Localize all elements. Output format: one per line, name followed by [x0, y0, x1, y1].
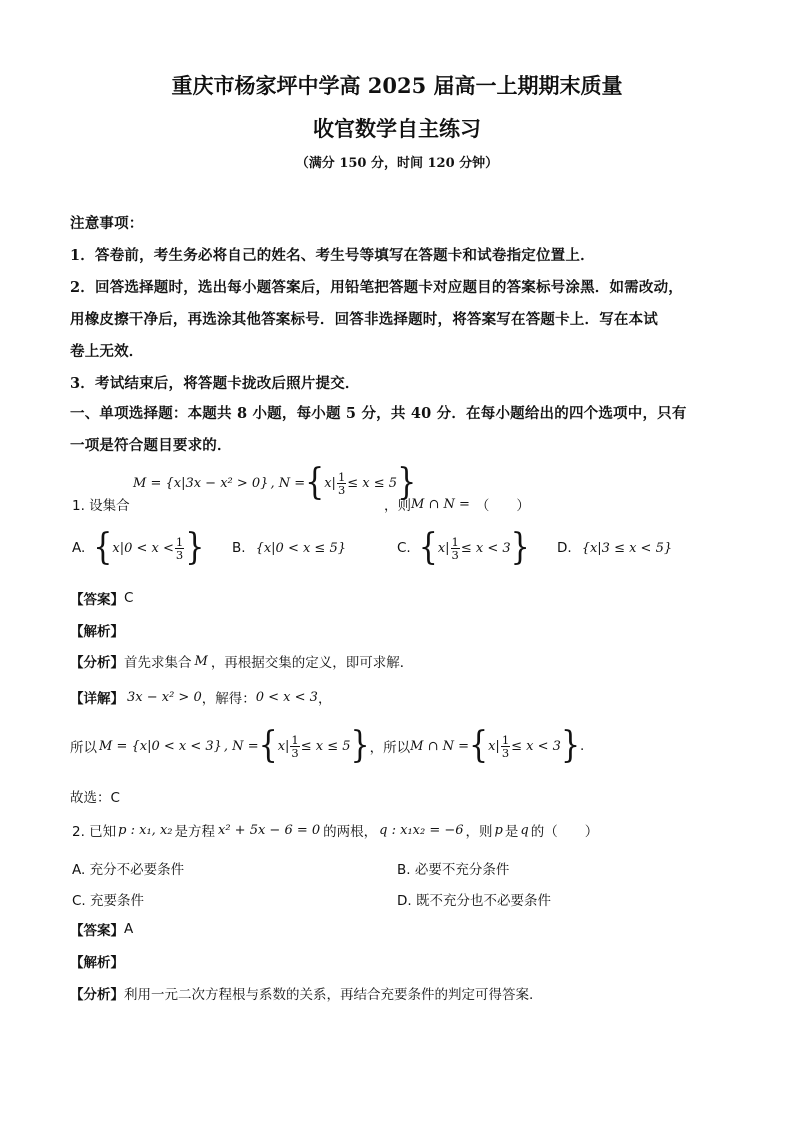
q1-answer: [70, 588, 133, 608]
q2-text: 2. 已知: [72, 824, 117, 840]
answer-value: A: [124, 921, 134, 937]
exam-title-line2: 收官数学自主练习: [313, 116, 481, 141]
so-text: ，所以: [369, 740, 411, 756]
q1-set-n-var: x|: [324, 475, 336, 491]
left-brace-icon: {: [93, 526, 113, 569]
q1-option-d: [557, 540, 672, 556]
right-brace-icon: }: [510, 526, 530, 569]
left-brace-icon: {: [258, 724, 278, 767]
fenxi-text: ，再根据交集的定义，即可求解．: [210, 655, 414, 671]
so-set-m: M = {x|0 < x < 3}: [99, 738, 222, 754]
exam-subtitle: （满分 150 分，时间 120 分钟）: [295, 156, 499, 171]
q2-equation: x² + 5x − 6 = 0: [218, 822, 321, 838]
exam-title-line1: 重庆市杨家坪中学高 2025 届高一上期期末质量: [171, 73, 623, 98]
so-intersection: M ∩ N =: [410, 738, 469, 754]
so-fraction: [501, 734, 510, 759]
frac-den: 3: [501, 745, 510, 760]
so-fraction: [290, 734, 299, 759]
q2-text: 的（ ）: [530, 824, 599, 840]
fenxi-tag: 【分析】: [70, 987, 124, 1003]
q1-option-c-var: x|: [437, 540, 450, 556]
left-brace-icon: {: [418, 526, 438, 569]
fenxi-set-m: M: [194, 653, 208, 669]
q1-so-line: [70, 724, 585, 767]
option-label: B.: [232, 540, 246, 556]
option-label: C.: [397, 540, 411, 556]
q2-p: p: [494, 822, 503, 838]
fenxi-tag: 【分析】: [70, 655, 124, 671]
answer-value: C: [124, 590, 134, 606]
frac-den: 3: [337, 482, 346, 497]
q2-q: q: [520, 822, 529, 838]
right-brace-icon: }: [397, 461, 417, 504]
q2-option-a: A. 充分不必要条件: [72, 862, 185, 878]
q2-p-expr: p : x₁, x₂: [118, 822, 173, 838]
q1-ask-expr: M ∩ N =: [411, 496, 470, 512]
q2-text: 是: [504, 824, 519, 840]
detail-tag: 【详解】: [70, 691, 124, 707]
q1-analysis-tag: 【解析】: [70, 624, 124, 640]
q1-fraction: [337, 471, 346, 496]
notice-item-2-line1: 2．回答选择题时，选出每小题答案后，用铅笔把答题卡对应题目的答案标号涂黑．如需改动，: [70, 279, 683, 296]
q1-detail: [70, 687, 331, 707]
so-text: .: [580, 738, 585, 754]
q2-stem: [72, 820, 598, 840]
option-label: D.: [557, 540, 572, 556]
so-rest: ≤ x ≤ 5: [300, 738, 351, 754]
q2-text: 的两根，: [323, 824, 378, 840]
q1-number: 1. 设集合: [72, 498, 130, 514]
notice-heading: 注意事项：: [70, 215, 144, 232]
right-brace-icon: }: [350, 724, 370, 767]
q1-option-d-text: {x|3 ≤ x < 5}: [581, 540, 673, 556]
q2-option-b: B. 必要不充分条件: [397, 862, 510, 878]
q1-set-m: M = {x|3x − x² > 0}: [133, 475, 269, 491]
q2-analysis-tag: 【解析】: [70, 955, 124, 971]
frac-num: 1: [501, 732, 510, 747]
frac-num: 1: [337, 469, 346, 484]
frac-num: 1: [291, 732, 299, 747]
q1-sets: [133, 461, 417, 504]
detail-result: 0 < x < 3: [255, 689, 318, 705]
notice-item-2-line2: 用橡皮擦干净后，再选涂其他答案标号．回答非选择题时，将答案写在答题卡上．写在本试: [70, 311, 658, 328]
option-label: A.: [72, 540, 86, 556]
answer-tag: 【答案】: [70, 592, 124, 608]
q1-option-c-fraction: [451, 536, 460, 561]
q1-choose: 故选：C: [70, 790, 120, 806]
q1-ask-prefix: ，则: [384, 498, 411, 514]
frac-den: 3: [175, 547, 184, 562]
q1-set-n-rest: ≤ x ≤ 5: [347, 475, 398, 491]
q1-option-b-text: {x|0 < x ≤ 5}: [255, 540, 347, 556]
q2-text: ，则: [465, 824, 493, 840]
q2-option-c: C. 充要条件: [72, 893, 145, 909]
section1-desc-line2: 一项是符合题目要求的．: [70, 437, 232, 454]
left-brace-icon: {: [305, 461, 325, 504]
q1-option-c: [397, 526, 530, 569]
q1-option-a: [72, 526, 205, 569]
section1-desc-line1: 一、单项选择题：本题共 8 小题，每小题 5 分，共 40 分．在每小题给出的四个选项中，只有: [70, 405, 687, 422]
q1-set-n-prefix: , N =: [270, 475, 306, 491]
frac-den: 3: [291, 745, 299, 760]
notice-item-3: 3．考试结束后，将答题卡拢改后照片提交．: [70, 375, 360, 392]
fenxi-text: 利用一元二次方程根与系数的关系，再结合充要条件的判定可得答案.: [124, 987, 534, 1003]
q1-option-b: [232, 540, 346, 556]
detail-text: ，解得：: [201, 691, 256, 707]
q1-ask-paren: （ ）: [475, 498, 530, 514]
right-brace-icon: }: [560, 724, 581, 767]
q2-answer: [70, 919, 133, 939]
right-brace-icon: }: [185, 526, 205, 569]
so-text: 所以: [70, 740, 97, 756]
so-var: x|: [488, 738, 500, 754]
frac-den: 3: [451, 547, 459, 562]
so-set-n-prefix: , N =: [223, 738, 259, 754]
q2-text: 是方程: [174, 824, 215, 840]
q2-fenxi: [70, 983, 533, 1003]
q1-ask: [384, 494, 530, 514]
detail-expr: 3x − x² > 0: [127, 689, 202, 705]
so-inter-rest: ≤ x < 3: [511, 738, 561, 754]
answer-tag: 【答案】: [70, 923, 124, 939]
q2-q-expr: q : x₁x₂ = −6: [379, 822, 464, 838]
detail-text: ，: [317, 691, 332, 707]
q1-option-c-rest: ≤ x < 3: [460, 540, 511, 556]
so-var: x|: [277, 738, 290, 754]
fenxi-text: 首先求集合: [124, 655, 192, 671]
q1-fenxi: [70, 651, 413, 671]
frac-num: 1: [451, 534, 459, 549]
frac-num: 1: [175, 534, 184, 549]
left-brace-icon: {: [469, 724, 489, 767]
q2-option-d: D. 既不充分也不必要条件: [397, 893, 551, 909]
notice-item-1: 1．答卷前，考生务必将自己的姓名、考生号等填写在答题卡和试卷指定位置上．: [70, 247, 595, 264]
notice-item-2-line3: 卷上无效．: [70, 343, 144, 360]
q1-option-a-var: x|0 < x <: [112, 540, 174, 556]
q1-option-a-fraction: [175, 536, 184, 561]
